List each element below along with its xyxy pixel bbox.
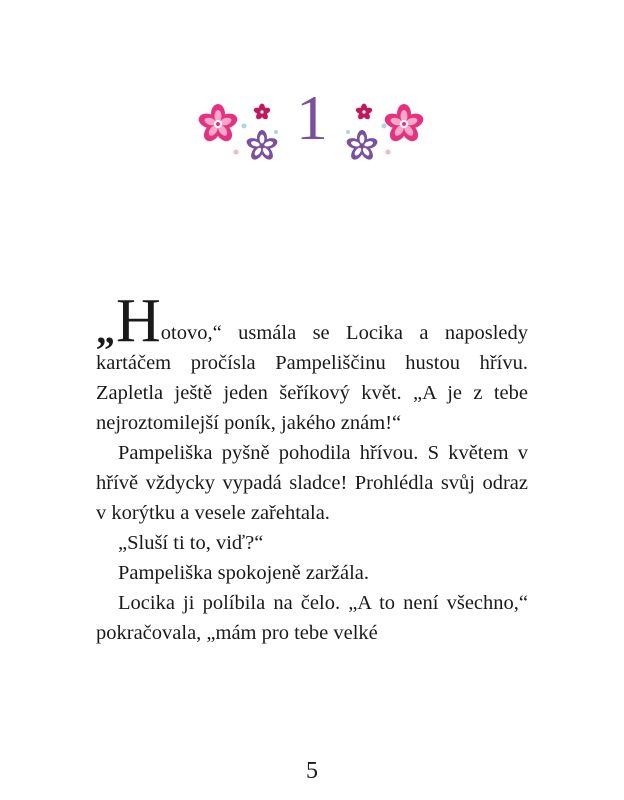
- pink-flower-icon: [383, 104, 425, 144]
- small-pink-flower-icon: [253, 104, 271, 121]
- small-pink-flower-icon: [355, 104, 373, 121]
- purple-flower-icon: [245, 130, 279, 162]
- chapter-number: 1: [296, 82, 328, 153]
- dot-icon: [346, 130, 350, 134]
- paragraph: Pampeliška spokojeně zaržála.: [118, 562, 370, 584]
- dot-icon: [274, 130, 278, 134]
- drop-cap-quote: „: [96, 310, 115, 352]
- dot-icon: [242, 124, 247, 129]
- paragraph: „Sluší ti to, viď?“: [118, 532, 264, 554]
- paragraph: [96, 287, 528, 438]
- paragraph: Pampeliška pyšně pohodila hřívou. S květem v hřívě vždycky vypadá sladce! Prohlédla svůj odraz v korýtku a vesele zařehtala.: [96, 442, 528, 524]
- dot-icon: [382, 124, 387, 129]
- body-text: [96, 287, 528, 648]
- dot-icon: [234, 150, 239, 155]
- dot-icon: [386, 150, 391, 155]
- drop-cap-letter: H: [116, 287, 161, 355]
- paragraph: Locika ji políbila na čelo. „A to není všechno,“ pokračovala, „mám pro tebe velké: [96, 592, 528, 644]
- pink-flower-icon: [197, 104, 239, 144]
- page-number: 5: [306, 758, 318, 784]
- paragraph-text: otovo,“ usmála se Locika a naposledy kartáčem pročísla Pampeliščinu hustou hřívu. Zapletla ještě jeden šeříkový květ. „A je z tebe nejroztomilejší poník, jakého znám!“: [96, 322, 528, 434]
- purple-flower-icon: [345, 130, 379, 162]
